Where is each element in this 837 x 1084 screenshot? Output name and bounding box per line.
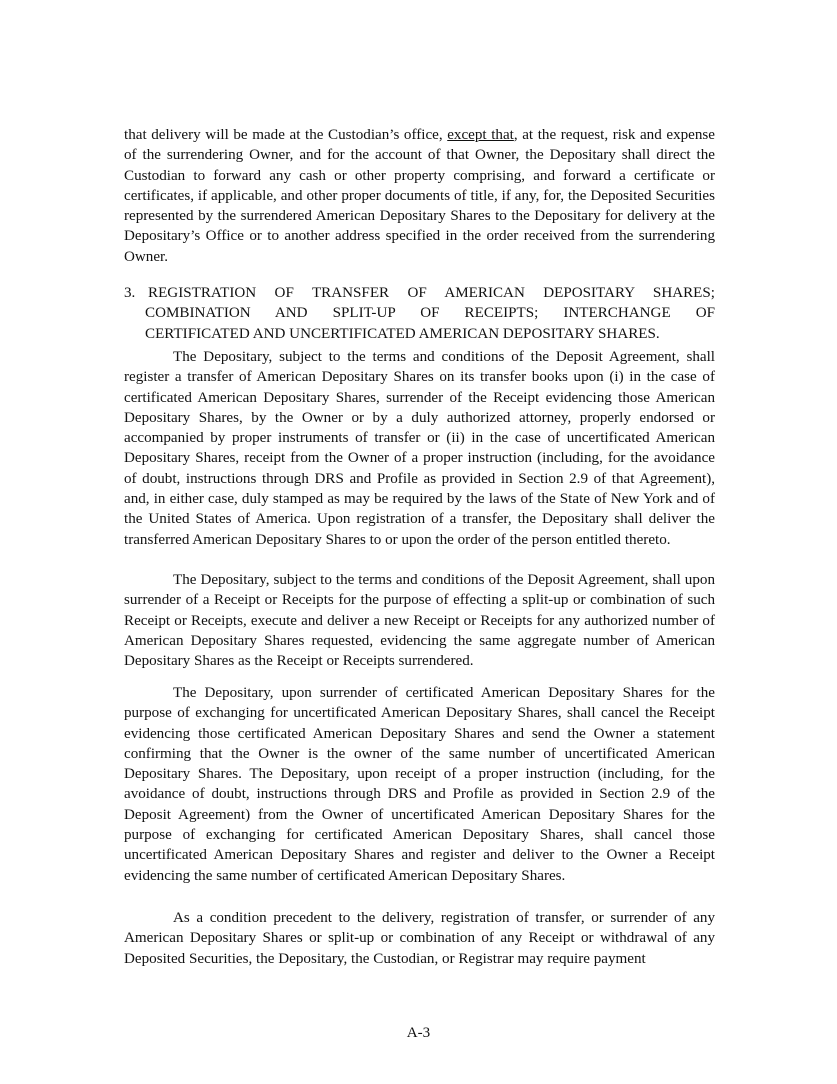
section-heading-line-2	[124, 303, 715, 323]
body-paragraph: As a condition precedent to the delivery, registration of transfer, or surrender of any American Depositary Shares or split-up or combination of any Receipt or withdrawal of any Deposited Securities, the Depositary, the Custodian, or Registrar may require payment	[124, 910, 715, 967]
page-number: A-3	[406, 1025, 431, 1041]
section-heading-text-3: CERTIFICATED AND UNCERTIFICATED AMERICAN DEPOSITARY SHARES.	[145, 325, 660, 342]
section-heading	[124, 283, 715, 344]
continuation-text-before: that delivery will be made at the Custodian’s office,	[124, 127, 448, 143]
body-paragraph: The Depositary, subject to the terms and conditions of the Deposit Agreement, shall upon surrender of a Receipt or Receipts for the purpose of effecting a split-up or combination of such Receipt or Receipts, execute and deliver a new Receipt or Receipts for any authorized number of American Depositary Shares requested, evidencing the same aggregate number of American Depositary Shares as the Receipt or Receipts surrendered.	[124, 572, 715, 670]
section-heading-text-2: COMBINATION AND SPLIT-UP OF RECEIPTS; INTERCHANGE OF	[145, 305, 715, 322]
section-heading-line-1	[124, 283, 715, 303]
section-number: 3.	[124, 285, 136, 301]
underlined-phrase: except that	[447, 127, 514, 143]
body-paragraph: The Depositary, subject to the terms and conditions of the Deposit Agreement, shall register a transfer of American Depositary Shares on its transfer books upon (i) in the case of certificated American Depositary Shares, surrender of the Receipt evidencing those American Depositary Shares, by the Owner or by a duly authorized attorney, properly endorsed or accompanied by proper instruments of transfer or (ii) in the case of uncertificated American Depositary Shares, receipt from the Owner of a proper instruction (including, for the avoidance of doubt, instructions through DRS and Profile as provided in Section 2.9 of that Agreement), and, in either case, duly stamped as may be required by the laws of the State of New York and of the United States of America. Upon registration of a transfer, the Depositary shall deliver the transferred American Depositary Shares to or upon the order of the person entitled thereto.	[124, 349, 715, 548]
continuation-paragraph	[124, 125, 715, 267]
body-paragraph: The Depositary, upon surrender of certificated American Depositary Shares for the purpose of exchanging for uncertificated American Depositary Shares, shall cancel the Receipt evidencing those certificated American Depositary Shares and send the Owner a statement confirming that the Owner is the owner of the same number of uncertificated American Depositary Shares. The Depositary, upon receipt of a proper instruction (including, for the avoidance of doubt, instructions through DRS and Profile as provided in Section 2.9 of the Deposit Agreement) from the Owner of uncertificated American Depositary Shares for the purpose of exchanging for certificated American Depositary Shares, shall cancel those uncertificated American Depositary Shares and register and deliver to the Owner a Receipt evidencing the same number of certificated American Depositary Shares.	[124, 685, 715, 884]
continuation-text-after: , at the request, risk and expense of the surrendering Owner, and for the account of that Owner, the Depositary shall direct the Custodian to forward any cash or other property comprising, and forward a certificate or certificates, if applicable, and other proper documents of title, if any, for, the Deposited Securities represented by the surrendered American Depositary Shares to the Depositary for delivery at the Depositary’s Office or to another address specified in the order received from the surrendering Owner.	[124, 127, 715, 265]
section-heading-text-1: REGISTRATION OF TRANSFER OF AMERICAN DEPOSITARY SHARES;	[148, 285, 715, 301]
section-heading-line-3	[124, 324, 715, 344]
